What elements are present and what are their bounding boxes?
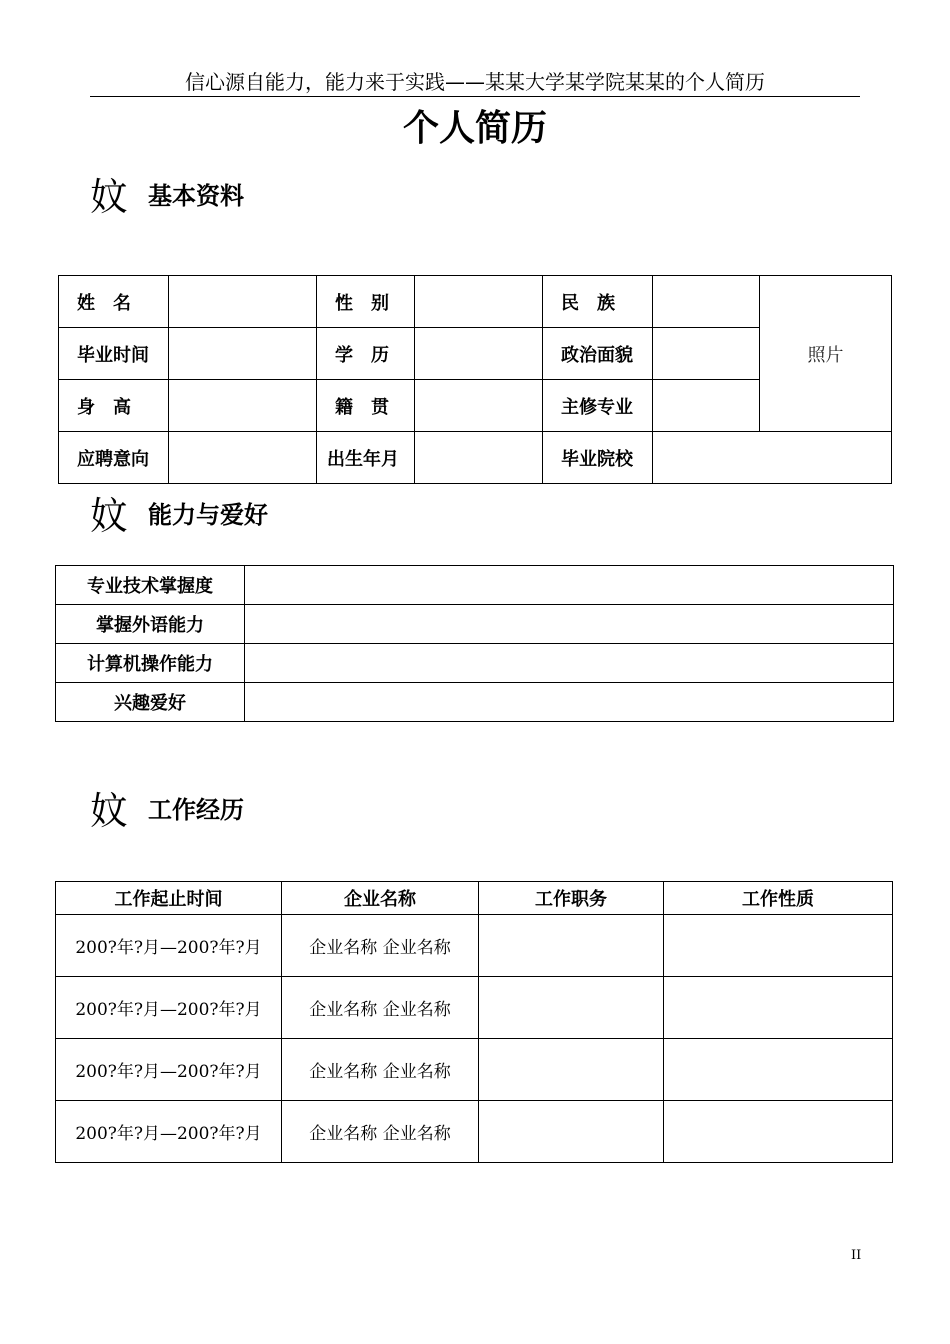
ability-value[interactable] [245,644,894,683]
section-ability [90,487,268,537]
section-title-basic: 基本资料 [148,181,244,210]
ability-label: 专业技术掌握度 [56,566,245,605]
section-work [90,782,244,832]
value-grad-time[interactable] [169,328,317,380]
value-school[interactable] [653,432,892,484]
ability-label: 计算机操作能力 [56,644,245,683]
page-header: 信心源自能力，能力来于实践——某某大学某学院某某的个人简历 [90,66,860,97]
section-title-work: 工作经历 [148,795,244,824]
label-native: 籍 贯 [317,380,415,432]
label-political: 政治面貌 [543,328,653,380]
ability-value[interactable] [245,683,894,722]
table-row [56,1101,893,1163]
work-company[interactable]: 企业名称 企业名称 [282,977,479,1039]
label-school: 毕业院校 [543,432,653,484]
value-name[interactable] [169,276,317,328]
value-birth[interactable] [415,432,543,484]
ability-label: 兴趣爱好 [56,683,245,722]
work-period[interactable]: 200?年?月—200?年?月 [56,1101,282,1163]
label-birth: 出生年月 [317,432,415,484]
section-title-ability: 能力与爱好 [148,500,268,529]
work-period[interactable]: 200?年?月—200?年?月 [56,977,282,1039]
label-position: 应聘意向 [59,432,169,484]
work-title[interactable] [479,1101,664,1163]
column-header: 工作起止时间 [56,882,282,915]
work-company[interactable]: 企业名称 企业名称 [282,1101,479,1163]
value-height[interactable] [169,380,317,432]
value-education[interactable] [415,328,543,380]
label-ethnicity: 民 族 [543,276,653,328]
section-bullet-icon: 妏 [90,788,129,833]
ability-table [55,565,894,722]
label-gender: 性 别 [317,276,415,328]
column-header: 工作性质 [664,882,893,915]
basic-info-table [58,275,892,484]
value-position[interactable] [169,432,317,484]
column-header: 工作职务 [479,882,664,915]
work-period[interactable]: 200?年?月—200?年?月 [56,915,282,977]
work-nature[interactable] [664,915,893,977]
table-row [56,915,893,977]
value-gender[interactable] [415,276,543,328]
section-bullet-icon: 妏 [90,493,129,538]
value-ethnicity[interactable] [653,276,760,328]
work-period[interactable]: 200?年?月—200?年?月 [56,1039,282,1101]
work-history-table [55,881,893,1163]
page-title: 个人简历 [402,107,547,149]
label-grad-time: 毕业时间 [59,328,169,380]
photo-box[interactable]: 照片 [760,276,892,432]
work-company[interactable]: 企业名称 企业名称 [282,915,479,977]
label-education: 学 历 [317,328,415,380]
value-major[interactable] [653,380,760,432]
ability-value[interactable] [245,605,894,644]
ability-label: 掌握外语能力 [56,605,245,644]
label-name: 姓 名 [59,276,169,328]
label-major: 主修专业 [543,380,653,432]
table-row [56,977,893,1039]
work-nature[interactable] [664,977,893,1039]
page-number: II [851,1248,862,1263]
value-political[interactable] [653,328,760,380]
work-nature[interactable] [664,1101,893,1163]
table-row [56,1039,893,1101]
work-title[interactable] [479,977,664,1039]
label-height: 身 高 [59,380,169,432]
ability-value[interactable] [245,566,894,605]
section-bullet-icon: 妏 [90,174,129,219]
work-company[interactable]: 企业名称 企业名称 [282,1039,479,1101]
work-title[interactable] [479,1039,664,1101]
column-header: 企业名称 [282,882,479,915]
work-nature[interactable] [664,1039,893,1101]
value-native[interactable] [415,380,543,432]
work-title[interactable] [479,915,664,977]
section-basic-info [90,168,244,218]
